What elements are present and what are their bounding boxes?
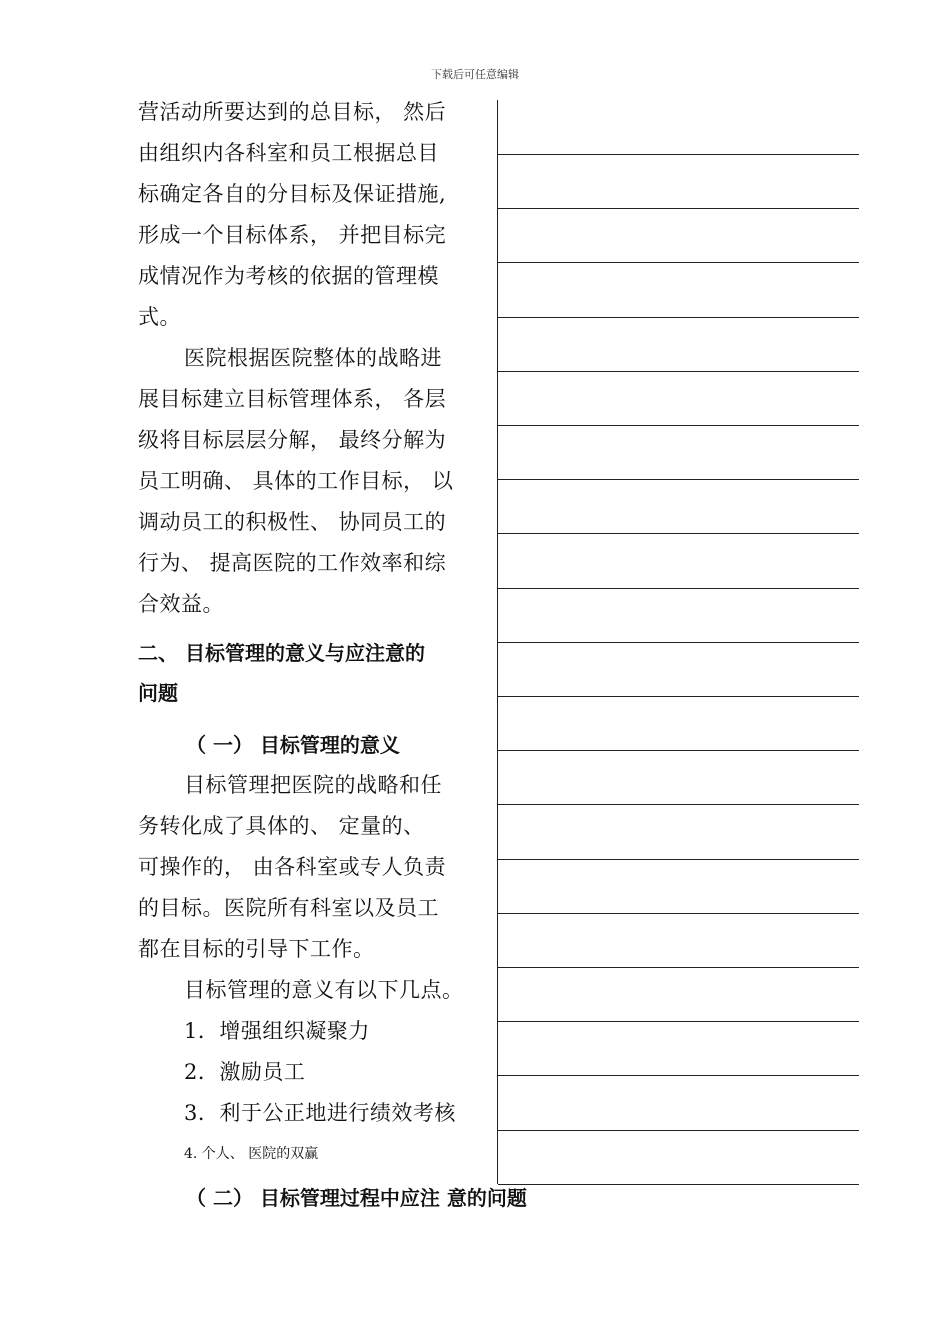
ruled-line (498, 479, 859, 480)
paragraph-line: 级将目标层层分解， 最终分解为 (138, 428, 447, 452)
ruled-line (498, 913, 859, 914)
ruled-line (498, 154, 859, 155)
ruled-line (498, 533, 859, 534)
paragraph-line-indented: 1．增强组织凝聚力 (184, 1019, 370, 1043)
paragraph-line-indented: 2．激励员工 (184, 1060, 306, 1084)
section-heading: 二、 目标管理的意义与应注意的 (138, 641, 425, 665)
paragraph-line: 合效益。 (138, 592, 224, 616)
header-note: 下载后可任意编辑 (431, 68, 519, 81)
ruled-line (498, 642, 859, 643)
paragraph-line-indented: 目标管理的意义有以下几点。 (184, 978, 464, 1002)
ruled-line (498, 262, 859, 263)
section-heading: 问题 (138, 681, 178, 705)
ruled-line (498, 1130, 859, 1131)
ruled-line (498, 425, 859, 426)
paragraph-line: 营活动所要达到的总目标， 然后 (138, 100, 447, 124)
paragraph-line: 展目标建立目标管理体系， 各层 (138, 387, 447, 411)
ruled-line (498, 588, 859, 589)
list-item: 4. 个人、 医院的双赢 (184, 1146, 319, 1162)
subsection-heading: （ 一） 目标管理的意义 (186, 733, 400, 757)
section-heading-2: （ 二） 目标管理过程中应注 意的问题 (186, 1186, 527, 1210)
paragraph-line: 务转化成了具体的、 定量的、 (138, 814, 425, 838)
paragraph-line: 由组织内各科室和员工根据总目 (138, 141, 439, 165)
ruled-line (498, 967, 859, 968)
ruled-line (498, 1021, 859, 1022)
ruled-line (498, 804, 859, 805)
paragraph-line-indented: 3．利于公正地进行绩效考核 (184, 1101, 456, 1125)
ruled-line (498, 1184, 859, 1185)
ruled-line (498, 371, 859, 372)
ruled-line (498, 696, 859, 697)
body-text-column (138, 92, 483, 1174)
paragraph-line: 形成一个目标体系， 并把目标完 (138, 223, 447, 247)
paragraph-line: 成情况作为考核的依据的管理模 (138, 264, 439, 288)
ruled-line (498, 208, 859, 209)
paragraph-line-indented: 医院根据医院整体的战略进 (184, 346, 442, 370)
paragraph-line: 式。 (138, 305, 181, 329)
paragraph-line: 标确定各自的分目标及保证措施, (138, 182, 447, 206)
paragraph-line: 行为、 提高医院的工作效率和综 (138, 551, 447, 575)
ruled-line (498, 317, 859, 318)
paragraph-line: 员工明确、 具体的工作目标， 以 (138, 469, 454, 493)
paragraph-line: 调动员工的积极性、 协同员工的 (138, 510, 447, 534)
paragraph-line: 可操作的， 由各科室或专人负责 (138, 855, 447, 879)
ruled-line (498, 750, 859, 751)
paragraph-line: 都在目标的引导下工作。 (138, 937, 375, 961)
paragraph-line: 的目标。医院所有科室以及员工 (138, 896, 439, 920)
paragraph-line-indented: 目标管理把医院的战略和任 (184, 773, 442, 797)
ruled-line (498, 1075, 859, 1076)
ruled-line (498, 859, 859, 860)
